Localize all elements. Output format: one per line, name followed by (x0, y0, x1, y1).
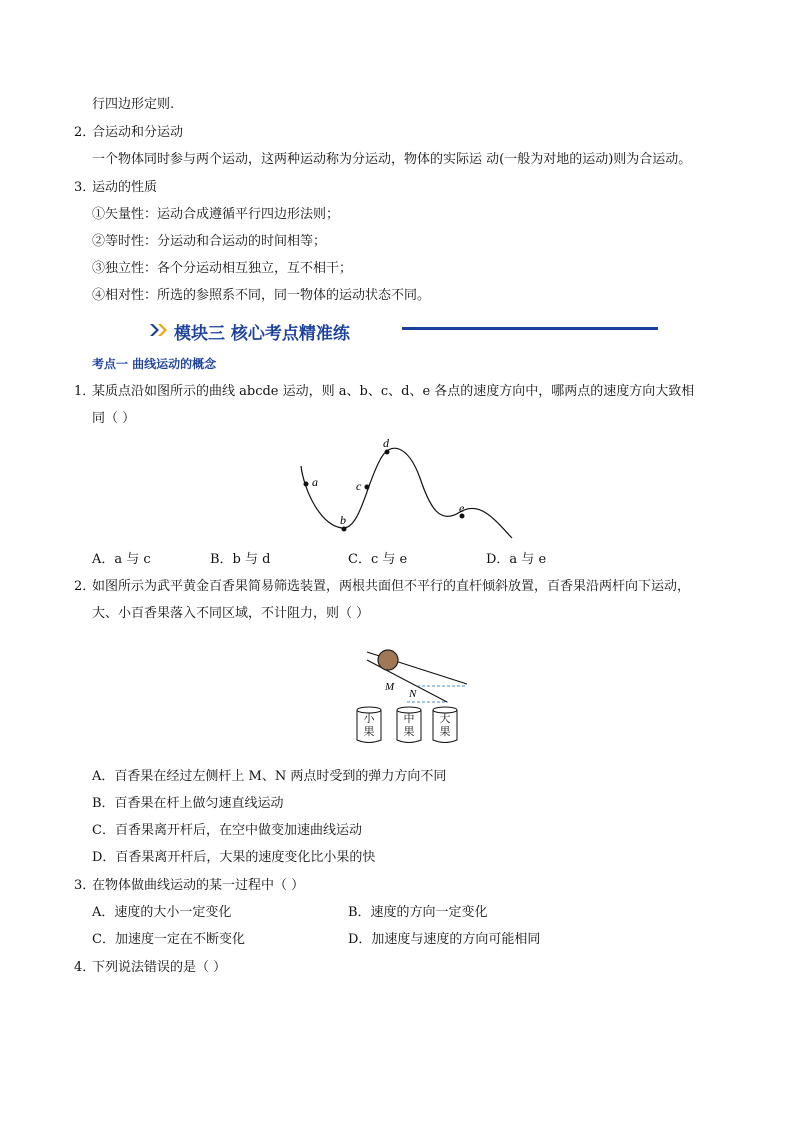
label-b: b (340, 513, 346, 527)
item-3-number: 3． (74, 180, 96, 195)
bin-large: 大果 (439, 712, 451, 738)
q2-stem-line1: 如图所示为武平黄金百香果简易筛选装置，两根共面但不平行的直杆倾斜放置，百香果沿两杆向下运动， (92, 579, 691, 594)
q4-stem: 下列说法错误的是（ ） (92, 960, 227, 975)
label-n: N (409, 688, 417, 700)
q1-number: 1． (74, 384, 96, 399)
q3-option-c: C．加速度一定在不断变化 (92, 932, 245, 947)
label-a: a (312, 475, 318, 489)
topic-heading: 考点一 曲线运动的概念 (92, 357, 217, 371)
label-c: c (356, 479, 362, 493)
q2-option-d: D．百香果离开杆后，大果的速度变化比小果的快 (92, 850, 376, 865)
summary-line-continuation: 行四边形定则. (92, 97, 175, 112)
label-m: M (385, 681, 395, 693)
item-2-body: 一个物体同时参与两个运动，这两种运动称为分运动，物体的实际运 动(一般为对地的运动)则为合运动。 (92, 152, 692, 167)
q2-option-a: A．百香果在经过左侧杆上 M、N 两点时受到的弹力方向不同 (92, 769, 447, 784)
section-rule (402, 327, 658, 330)
item-3-title: 运动的性质 (92, 180, 158, 195)
q1-option-d: D．a 与 e (486, 552, 547, 567)
property-independence: ③独立性：各个分运动相互独立，互不相干； (92, 261, 353, 276)
lower-rod (367, 660, 447, 702)
item-2-title: 合运动和分运动 (92, 125, 184, 140)
q1-option-a: A．a 与 c (92, 552, 151, 567)
bin-medium: 中果 (403, 712, 415, 738)
q4-number: 4． (74, 960, 96, 975)
q1-option-c: C．c 与 e (348, 552, 408, 567)
property-relativity: ④相对性：所选的参照系不同，同一物体的运动状态不同。 (92, 288, 431, 303)
label-d: d (383, 436, 389, 450)
double-chevron-icon (148, 322, 170, 338)
q3-number: 3． (74, 878, 96, 893)
passion-fruit-ball (378, 650, 398, 670)
point-a-marker (304, 482, 309, 487)
label-e: e (459, 501, 465, 515)
q1-curve-figure (290, 430, 520, 542)
q2-option-b: B．百香果在杆上做匀速直线运动 (92, 796, 284, 811)
q1-stem-line2: 同（ ） (92, 411, 136, 426)
point-b-marker (342, 527, 347, 532)
q2-stem-line2: 大、小百香果落入不同区域，不计阻力，则（ ） (92, 606, 370, 621)
q1-option-b: B．b 与 d (210, 552, 271, 567)
q3-option-a: A．速度的大小一定变化 (92, 905, 232, 920)
q1-stem-line1: 某质点沿如图所示的曲线 abcde 运动，则 a、b、c、d、e 各点的速度方向中，哪两点的速度方向大致相 (92, 384, 695, 399)
property-isochronism: ②等时性：分运动和合运动的时间相等； (92, 234, 327, 249)
q3-option-b: B．速度的方向一定变化 (348, 905, 488, 920)
q2-option-c: C．百香果离开杆后，在空中做变加速曲线运动 (92, 823, 362, 838)
point-d-marker (385, 450, 390, 455)
item-2-number: 2． (74, 125, 96, 140)
bin-small: 小果 (363, 712, 375, 738)
q3-stem: 在物体做曲线运动的某一过程中（ ） (92, 878, 305, 893)
section-title: 模块三 核心考点精准练 (174, 324, 350, 344)
motion-curve (301, 448, 512, 538)
property-vector: ①矢量性：运动合成遵循平行四边形法则； (92, 207, 340, 222)
q3-option-d: D．加速度与速度的方向可能相同 (348, 932, 541, 947)
q2-number: 2． (74, 579, 96, 594)
point-c-marker (365, 485, 370, 490)
